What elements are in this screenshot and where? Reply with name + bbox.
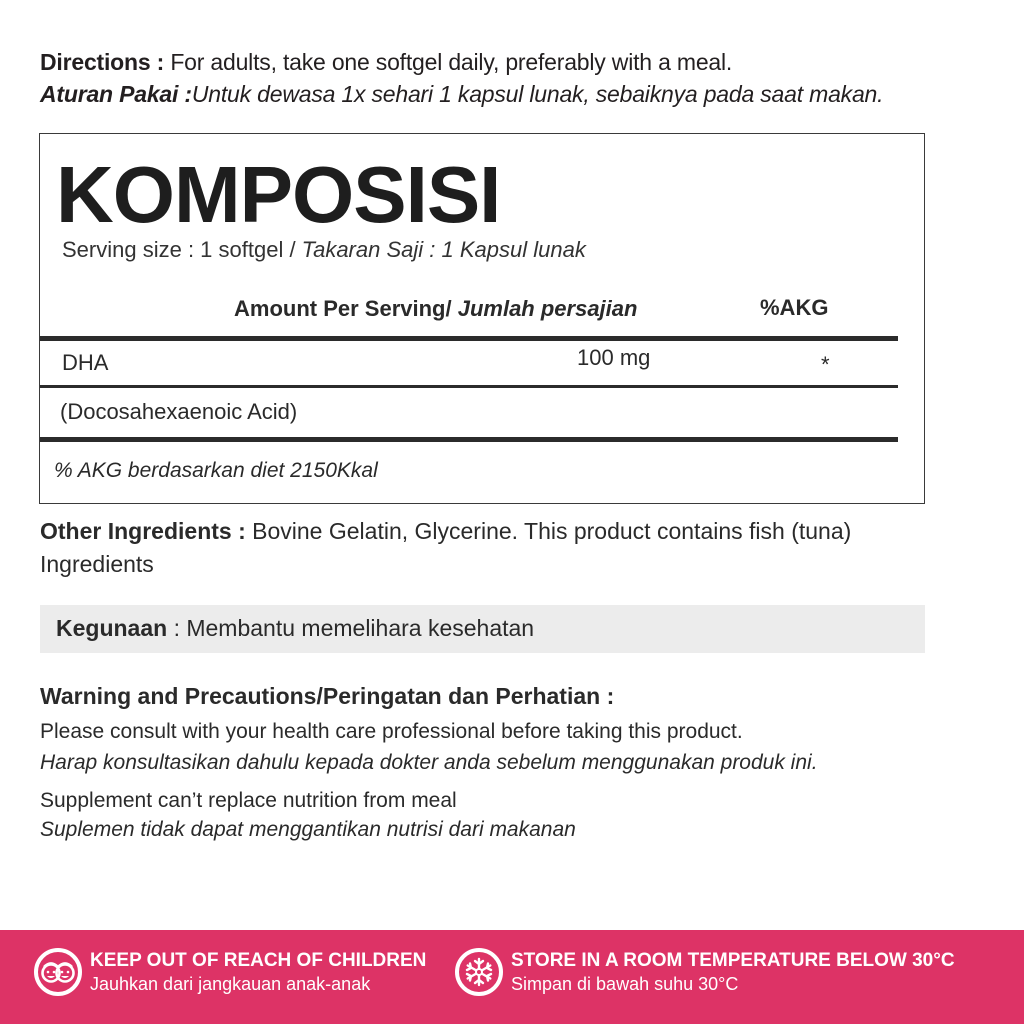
row-dha-name: DHA [62,350,109,375]
badge-children [34,948,426,996]
children-faces-icon [34,948,82,996]
serving-size [62,237,586,263]
badge-children-subtitle: Jauhkan dari jangkauan anak-anak [90,974,371,994]
header-amount-en: Amount Per Serving/ [234,296,458,321]
kegunaan-label: Kegunaan [56,615,168,641]
header-amount-per-serving [234,296,637,322]
serving-size-id: Takaran Saji : 1 Kapsul lunak [301,237,586,262]
badge-storage-title: STORE IN A ROOM TEMPERATURE BELOW 30°C [511,950,955,971]
row-dha-akg: * [821,352,830,377]
row-dha-amount: 100 mg [577,345,651,370]
snowflake-icon [455,948,503,996]
row-dha-fullname: (Docosahexaenoic Acid) [60,399,298,424]
warning-title: Warning and Precautions/Peringatan dan Perhatian : [40,683,615,709]
kegunaan [56,615,534,642]
warning-line1-id: Harap konsultasikan dahulu kepada dokter anda sebelum menggunakan produk ini. [40,751,818,774]
kegunaan-text: : Membantu memelihara kesehatan [167,615,535,641]
directions-en [40,46,883,78]
warning-line2-en: Supplement can’t replace nutrition from meal [40,789,457,812]
badge-children-title: KEEP OUT OF REACH OF CHILDREN [90,950,427,971]
other-ingredients-text: Bovine Gelatin, Glycerine. This product contains fish (tuna) Ingredients [40,518,852,577]
badge-storage [455,948,955,996]
directions-block [40,46,883,110]
directions-id-label: Aturan Pakai : [40,81,192,107]
badge-storage-subtitle: Simpan di bawah suhu 30°C [511,974,739,994]
warning-line1-en: Please consult with your health care professional before taking this product. [40,720,743,743]
directions-id-text: Untuk dewasa 1x sehari 1 kapsul lunak, sebaiknya pada saat makan. [191,81,884,107]
serving-size-en: Serving size : 1 softgel / [62,237,302,262]
footer-band [0,930,1024,1024]
other-ingredients [40,515,920,581]
table-rule-header [40,336,898,341]
warning-line2-id: Suplemen tidak dapat menggantikan nutrisi dari makanan [40,818,576,841]
directions-en-label: Directions : [40,49,165,75]
table-rule-footer [40,437,898,442]
other-ingredients-label: Other Ingredients : [40,518,246,544]
composition-title: KOMPOSISI [56,150,501,239]
directions-id [40,78,883,110]
header-amount-id: Jumlah persajian [457,296,638,321]
akg-note: % AKG berdasarkan diet 2150Kkal [54,459,378,482]
table-rule-row [40,385,898,388]
header-akg: %AKG [760,295,829,320]
directions-en-text: For adults, take one softgel daily, preferably with a meal. [164,49,733,75]
